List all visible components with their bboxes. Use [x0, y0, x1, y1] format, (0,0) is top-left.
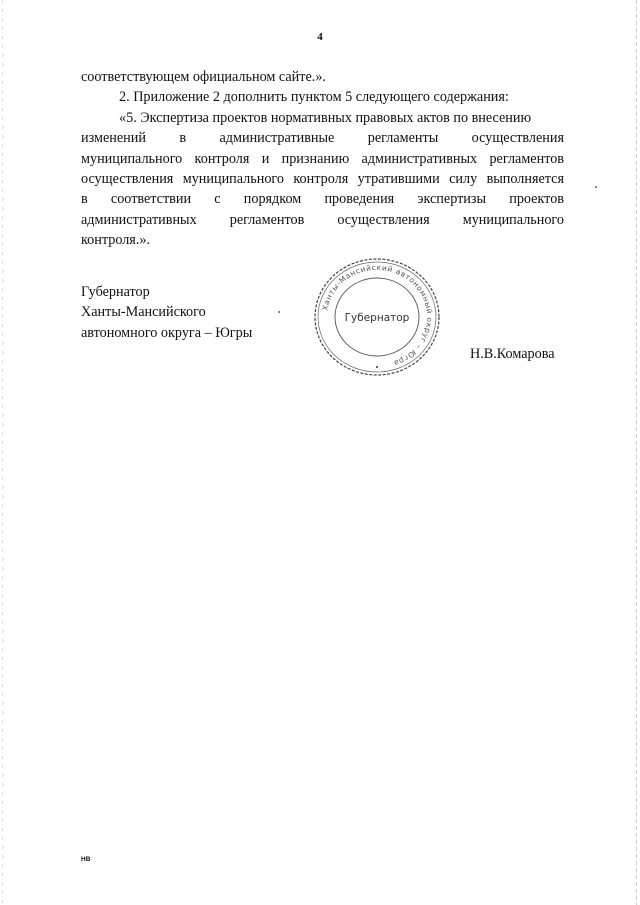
text-line-7: в соответствии с порядком проведения экспертизы проектов: [81, 191, 564, 208]
scan-speck: [278, 311, 280, 313]
text-line-2: 2. Приложение 2 дополнить пунктом 5 следующего содержания:: [119, 89, 509, 106]
scan-edge-right: [636, 0, 637, 905]
scan-edge-left: [2, 0, 3, 905]
scan-speck: [595, 186, 597, 188]
text-line-5: муниципального контроля и признанию административных регламентов: [81, 150, 564, 167]
signatory-title: [81, 282, 252, 343]
signatory-title-line-1: Губернатор: [81, 284, 150, 300]
text-line-4: изменений в административные регламенты осуществления: [81, 130, 564, 147]
text-line-6: осуществления муниципального контроля утратившими силу выполняется: [81, 171, 564, 188]
footer-initials: НВ: [81, 856, 91, 863]
text-line-8: административных регламентов осуществления муниципального: [81, 211, 564, 228]
signatory-title-line-3: автономного округа – Югры: [81, 324, 253, 341]
official-seal: [309, 254, 445, 380]
body-text: [81, 67, 564, 251]
seal-ring-text: Ханты-Мансийский автономный округ – Югра: [320, 262, 435, 369]
text-line-3: «5. Экспертиза проектов нормативных правовых актов по внесению: [119, 109, 532, 126]
seal-center-text: Губернатор: [344, 312, 410, 324]
signatory-title-line-2: Ханты-Мансийского: [81, 304, 206, 321]
signatory-name: Н.В.Комарова: [470, 346, 555, 362]
text-line-1: соответствующем официальном сайте.».: [81, 69, 326, 85]
page-number: 4: [317, 31, 323, 43]
text-line-9: контроля.».: [81, 232, 151, 249]
